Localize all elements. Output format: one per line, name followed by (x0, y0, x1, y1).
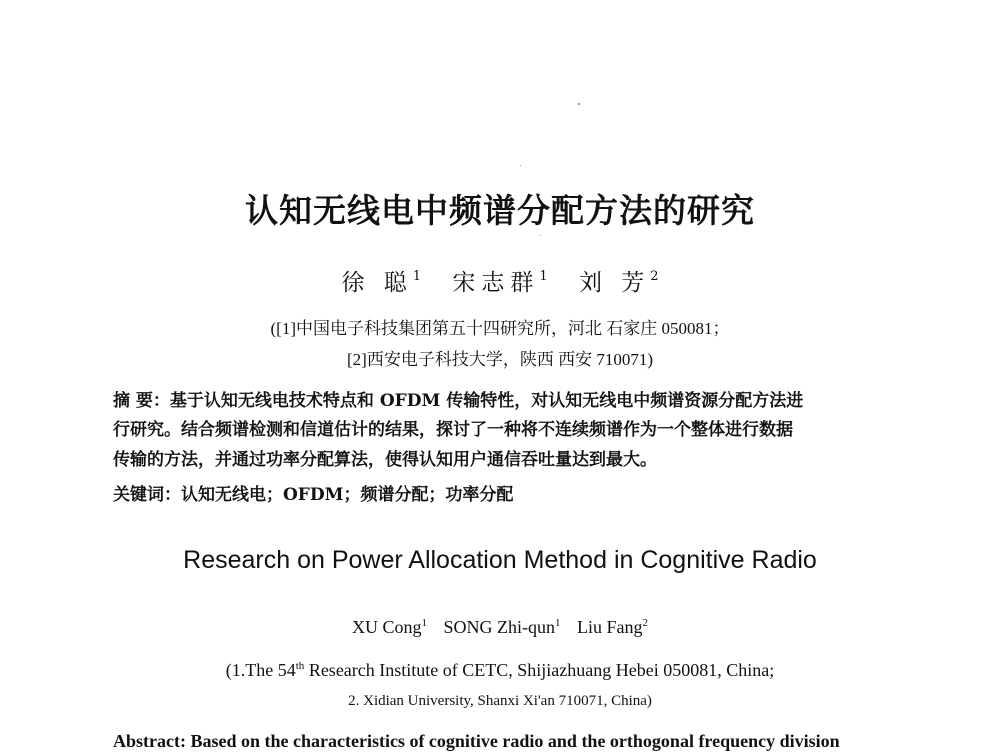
affiliation-cn-line: [2]西安电子科技大学，陕西 西安 710071) (347, 350, 653, 369)
scan-speck (578, 103, 580, 105)
author-name: 刘 芳 (578, 270, 651, 296)
author-affil-mark: 1 (421, 617, 427, 629)
author-list-en (0, 617, 1000, 638)
affiliation-en-line (0, 660, 1000, 681)
affiliation-cn-line: ([1]中国电子科技集团第五十四研究所，河北 石家庄 050081； (270, 319, 730, 338)
affiliation-text: Research Institute of CETC, Shijiazhuang Hebei 050081, China; (304, 660, 775, 680)
keywords-label-cn: 关键词： (113, 485, 181, 505)
abstract-cn-line (113, 388, 913, 415)
author-name: SONG Zhi-qun (443, 617, 555, 637)
abstract-label-cn: 摘 要： (113, 391, 170, 411)
author-en (444, 617, 561, 637)
abstract-cn-text: 基于认知无线电技术特点和 OFDM 传输特性，对认知无线电中频谱资源分配方法进 (169, 391, 804, 411)
scan-speck (520, 165, 521, 166)
author-affil-mark: 2 (650, 269, 659, 284)
author-affil-mark: 1 (412, 269, 422, 284)
ordinal-suffix: th (295, 660, 305, 672)
affiliation-text: (1.The 54 (225, 660, 296, 680)
author-affil-mark: 2 (642, 617, 648, 629)
affiliation-en-line: 2. Xidian University, Shanxi Xi'an 710071, China) (348, 693, 652, 709)
abstract-cn-line: 传输的方法，并通过功率分配算法，使得认知用户通信吞吐量达到最大。 (113, 450, 657, 470)
author-cn (579, 270, 659, 296)
author-name: Liu Fang (577, 617, 643, 637)
author-en (577, 617, 648, 637)
author-list-cn (0, 264, 1000, 297)
author-cn (341, 270, 421, 296)
author-en (352, 617, 427, 637)
keywords-cn (113, 480, 913, 505)
author-name: 宋志群 (452, 270, 540, 296)
paper-title-cn: 认知无线电中频谱分配方法的研究 (245, 191, 755, 230)
author-cn (452, 270, 547, 296)
author-name: 徐 聪 (341, 270, 413, 296)
author-affil-mark: 1 (555, 617, 561, 629)
author-name: XU Cong (351, 617, 422, 637)
scan-speck (540, 235, 541, 236)
abstract-cn-line: 行研究。结合频谱检测和信道估计的结果，探讨了一种将不连续频谱作为一个整体进行数据 (113, 420, 793, 440)
author-affil-mark: 1 (539, 269, 548, 284)
paper-title-en: Research on Power Allocation Method in Cognitive Radio (183, 546, 817, 574)
abstract-en-partial: Abstract: Based on the characteristics of cognitive radio and the orthogonal frequency division (113, 731, 840, 751)
keywords-text-cn: 认知无线电；OFDM；频谱分配；功率分配 (181, 485, 514, 505)
